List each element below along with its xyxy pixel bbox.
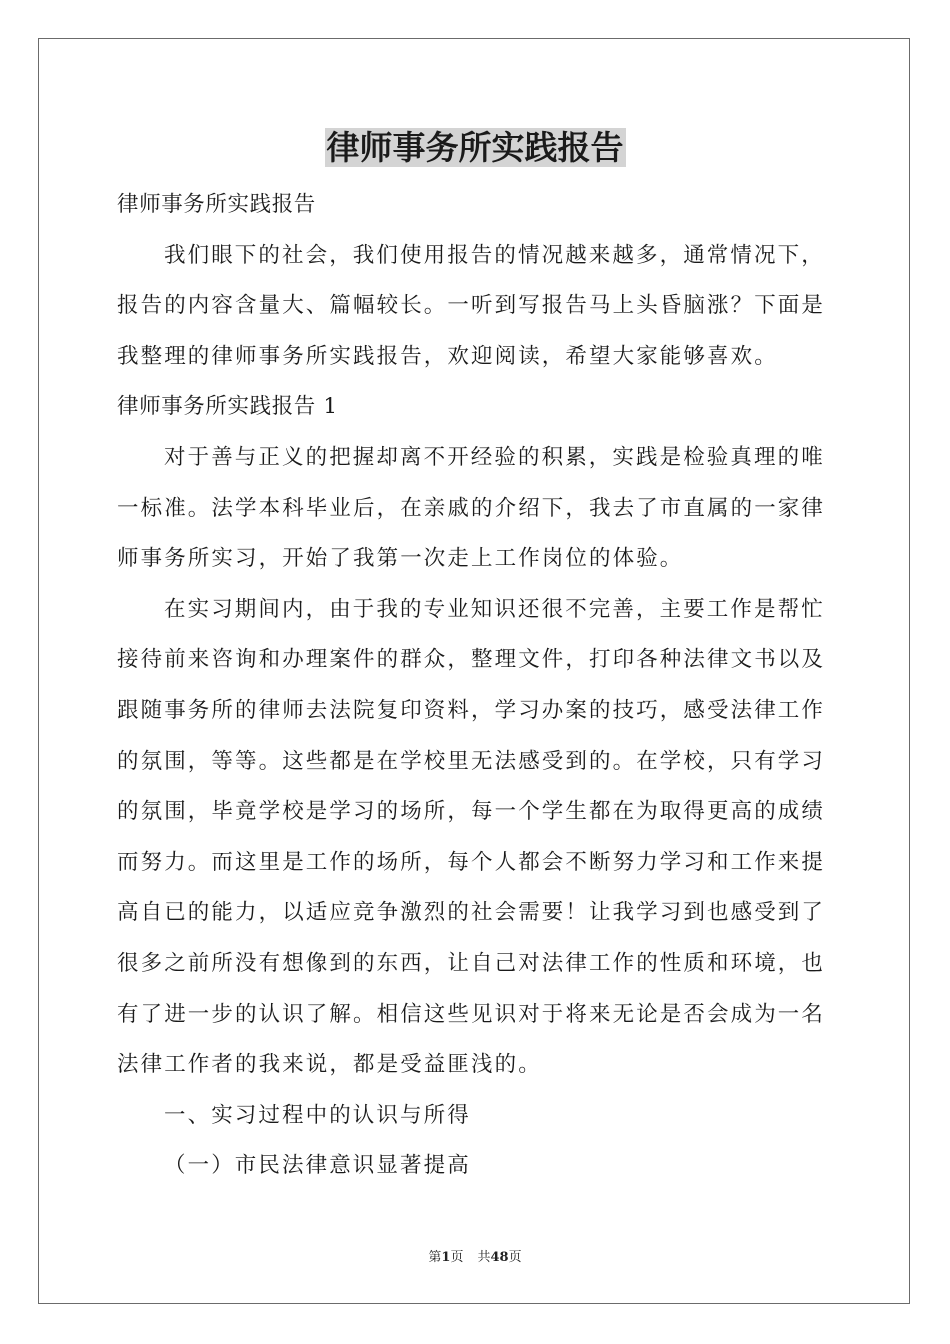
intro-line: 我们眼下的社会，我们使用报告的情况越来越多，通常情况下， [164,242,825,268]
paragraph-line: 在实习期间内，由于我的专业知识还很不完善，主要工作是帮忙 [164,596,825,622]
paragraph-line: 的氛围，等等。这些都是在学校里无法感受到的。在学校，只有学习 [117,748,826,774]
paragraph-line: 师事务所实习，开始了我第一次走上工作岗位的体验。 [117,546,684,572]
page-total: 48 [490,1250,509,1265]
page-footer [0,1246,950,1265]
heading-level-two: （一）市民法律意识显著提高 [164,1153,471,1179]
paragraph-line: 对于善与正义的把握却离不开经验的积累，实践是检验真理的唯 [164,444,825,470]
document-title-text: 律师事务所实践报告 [326,128,624,167]
page-prefix: 第 [428,1250,442,1265]
paragraph-line: 一标准。法学本科毕业后，在亲戚的介绍下，我去了市直属的一家律 [117,495,826,521]
paragraph-line: 有了进一步的认识了解。相信这些见识对于将来无论是否会成为一名 [117,1001,826,1027]
paragraph-line: 而努力。而这里是工作的场所，每个人都会不断努力学习和工作来提 [117,849,826,875]
page-suffix: 页 [450,1250,464,1265]
total-prefix: 共 [477,1250,491,1265]
paragraph-line: 接待前来咨询和办理案件的群众，整理文件，打印各种法律文书以及 [117,647,826,673]
subtitle: 律师事务所实践报告 [117,192,316,217]
intro-line: 报告的内容含量大、篇幅较长。一听到写报告马上头昏脑涨？下面是 [117,293,826,319]
paragraph-line: 很多之前所没有想像到的东西，让自己对法律工作的性质和环境，也 [117,950,826,976]
page-current: 1 [441,1250,451,1265]
paragraph-line: 的氛围，毕竟学校是学习的场所，每一个学生都在为取得更高的成绩 [117,799,826,825]
paragraph-line: 跟随事务所的律师去法院复印资料，学习办案的技巧，感受法律工作 [117,697,826,723]
intro-line: 我整理的律师事务所实践报告，欢迎阅读，希望大家能够喜欢。 [117,343,778,369]
section-heading: 律师事务所实践报告 1 [117,394,338,420]
paragraph-line: 法律工作者的我来说，都是受益匪浅的。 [117,1052,542,1078]
document-title [0,124,950,172]
document-body [117,180,833,1192]
paragraph-line: 高自已的能力，以适应竞争激烈的社会需要！让我学习到也感受到了 [117,900,826,926]
total-suffix: 页 [508,1250,522,1265]
heading-level-one: 一、实习过程中的认识与所得 [164,1102,471,1128]
